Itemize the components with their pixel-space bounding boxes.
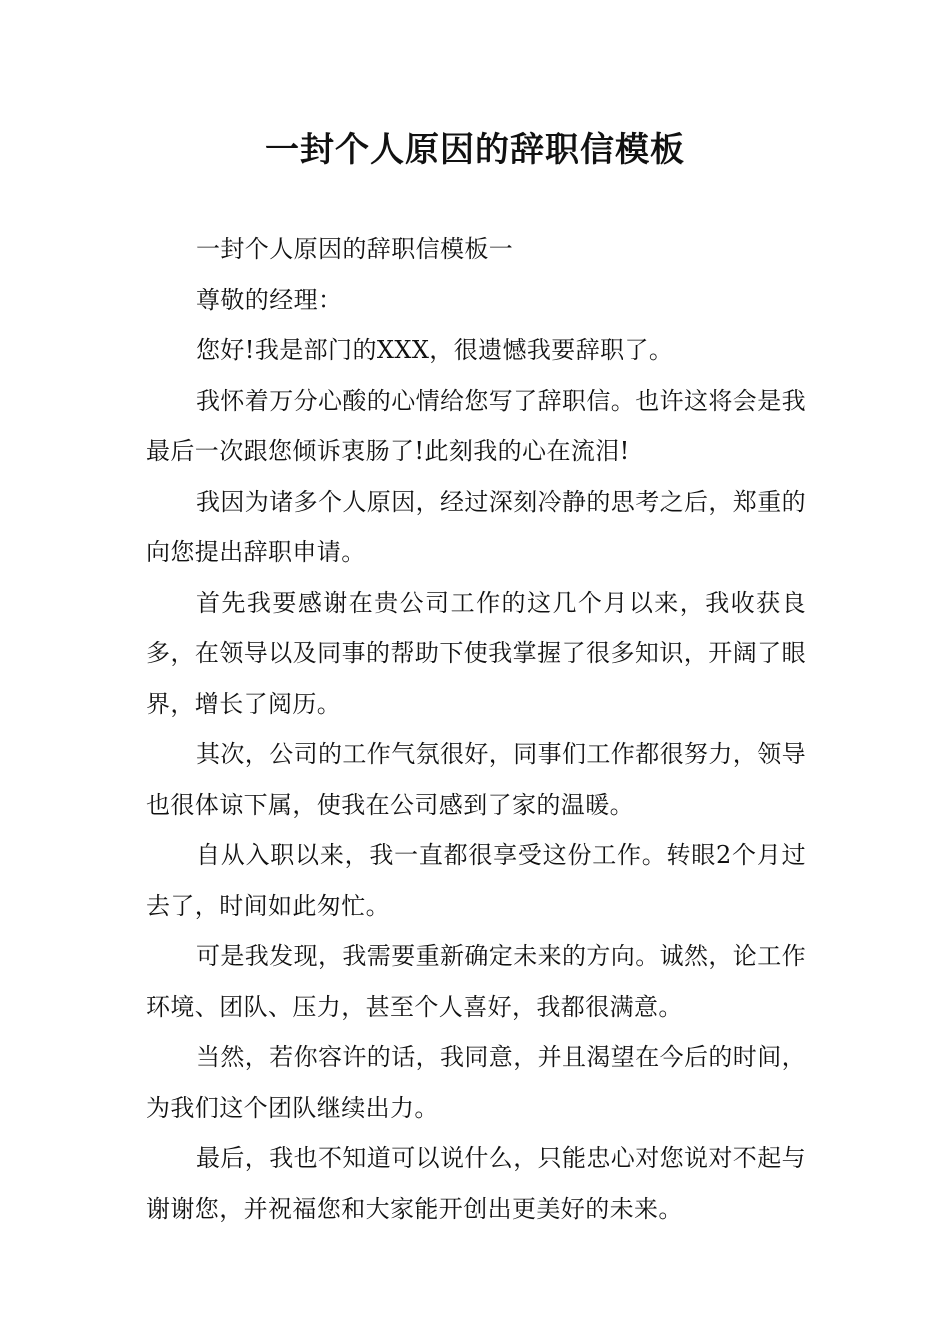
- subtitle-line: 一封个人原因的辞职信模板一: [196, 235, 514, 263]
- body-paragraph: 自从入职以来，我一直都很享受这份工作。转眼2个月过去了，时间如此匆忙。: [146, 841, 806, 920]
- document-body: [146, 224, 806, 1234]
- document-title: 一封个人原因的辞职信模板: [265, 130, 685, 170]
- body-paragraph: 首先我要感谢在贵公司工作的这几个月以来，我收获良多，在领导以及同事的帮助下使我掌握了很多知识，开阔了眼界，增长了阅历。: [146, 588, 806, 718]
- salutation: 尊敬的经理：: [196, 285, 343, 314]
- body-paragraph: 其次，公司的工作气氛很好，同事们工作都很努力，领导也很体谅下属，使我在公司感到了家的温暖。: [146, 740, 806, 819]
- body-paragraph: 可是我发现，我需要重新确定未来的方向。诚然，论工作环境、团队、压力，甚至个人喜好，我都很满意。: [146, 942, 806, 1021]
- greeting-paragraph: 您好!我是部门的XXX，很遗憾我要辞职了。: [196, 336, 674, 364]
- body-paragraph: 我因为诸多个人原因，经过深刻冷静的思考之后，郑重的向您提出辞职申请。: [146, 487, 806, 566]
- body-paragraph: 我怀着万分心酸的心情给您写了辞职信。也许这将会是我最后一次跟您倾诉衷肠了!此刻我的心在流泪!: [146, 386, 806, 465]
- body-paragraph: 当然，若你容许的话，我同意，并且渴望在今后的时间，为我们这个团队继续出力。: [146, 1043, 806, 1122]
- closing-paragraph: 最后，我也不知道可以说什么，只能忠心对您说对不起与谢谢您，并祝福您和大家能开创出更美好的未来。: [146, 1144, 806, 1223]
